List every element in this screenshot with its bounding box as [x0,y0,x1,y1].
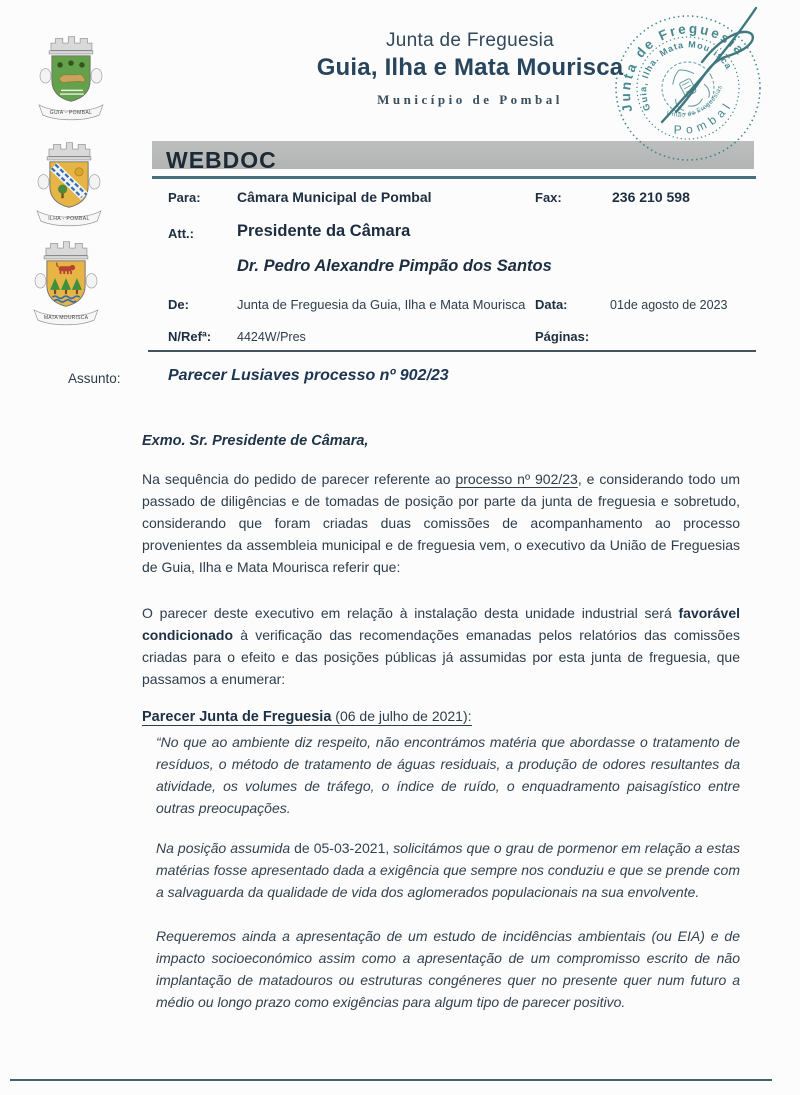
municipality-line: Município de Pombal [377,92,563,107]
att-value: Presidente da Câmara [237,222,411,240]
quote-2-date: de 05-03-2021, [294,840,390,856]
paragraph-1 [142,468,740,578]
ilha-coat-of-arms-icon [28,132,110,228]
assunto-label: Assunto: [68,371,121,386]
ref-value: 4424W/Pres [237,330,306,344]
data-label: Data: [535,297,568,312]
quote-paragraph-3: Requeremos ainda a apresentação de um estudo de incidências ambientais (ou EIA) e de impacto socioeconómico assim como a apresentação de um compromisso escrito de não implantação de matadouros ou estruturas congéneres quer no presente quer num futuro a médio ou longo prazo como exigências para algum tipo de parecer positivo. [156,928,740,1010]
quote-2-text: Na posição assumida [156,840,295,856]
footer-divider [10,1079,772,1081]
webdoc-divider [152,176,756,179]
crest-mata-mourisca [25,231,107,327]
assunto-value: Parecer Lusiaves processo nº 902/23 [168,367,449,384]
crest-guia [30,26,112,122]
quote-paragraph-2 [142,837,740,903]
fax-label: Fax: [535,190,562,205]
section-heading [142,705,740,728]
official-stamp [606,0,770,172]
paragraph-1-text-cont: , e considerando todo um passado de diligências e de tomadas de posição por parte da junta de freguesia e sobretudo, considerando que foram criadas duas comissões de acompanhamento ao processo provenientes da assembleia municipal e de freguesia vem, o executivo da União de Freguesias de Guia, Ilha e Mata Mourisca referir que: [142,471,740,575]
org-name-line2: Guia, Ilha e Mata Mourisca [316,54,624,81]
crest-ilha [28,132,110,228]
mata-mourisca-coat-of-arms-icon [25,231,107,327]
de-value: Junta de Freguesia da Guia, Ilha e Mata Mourisca [237,297,526,312]
paragraph-1-text: Na sequência do pedido de parecer referente ao [142,471,456,487]
de-label: De: [168,297,189,312]
crest-banner-label: GUIA - POMBAL [49,110,93,117]
process-number-underlined: processo nº 902/23 [455,471,578,487]
quote-paragraph-1: “No que ao ambiente diz respeito, não encontrámos matéria que abordasse o tratamento de resíduos, o método de tratamento de águas residuais, a produção de odores resultantes da atividade, os volumes de tráfego, o índice de ruído, o enquadramento paisagístico entre outras preocupações. [156,734,740,816]
stamp-arc-top-text: Junta de Freguesia [618,21,749,114]
webdoc-title: WEBDOC [166,147,277,169]
data-value: 01de agosto de 2023 [610,298,728,312]
heading-date: (06 de julho de 2021): [331,708,472,724]
org-name-line1: Junta de Freguesia [385,30,555,51]
stamp-bottom-text1: União de Freguesias [665,84,725,119]
fax-value: 236 210 598 [612,189,690,205]
paginas-label: Páginas: [535,329,590,344]
crest-banner-label: MATA MOURISCA [43,315,89,322]
salutation: Exmo. Sr. Presidente de Câmara, [142,433,369,449]
stamp-bottom-text2: Pombal [673,97,736,137]
guia-coat-of-arms-icon [30,26,112,122]
crest-banner-label: ILHA - POMBAL [48,216,90,223]
fields-divider [148,350,756,352]
paragraph-2-text: O parecer deste executivo em relação à instalação desta unidade industrial será [142,605,679,621]
quote-2-text-cont: solicitámos que o grau de pormenor em relação a estas matérias fosse apresentado dada a exigência que sempre nos conduziu e que se prende com a salvaguarda da qualidade de vida dos aglomerados populacionais na sua envolvente. [156,840,740,900]
favoravel-condicionado-bold: favorável condicionado [142,605,740,643]
round-stamp-icon [606,0,770,172]
para-label: Para: [168,190,201,205]
att-person-name: Dr. Pedro Alexandre Pimpão dos Santos [237,257,552,275]
ref-label: N/Refª: [168,329,212,344]
paragraph-2 [142,602,740,690]
stamp-arc-inner-text: Guia, Ilha. Mata Mourisca [638,39,735,113]
letter-body [142,430,740,1013]
att-label: Att.: [168,226,194,241]
paragraph-2-text-cont: à verificação das recomendações emanadas pelos relatórios das comissões criadas para o efeito e das posições públicas já assumidas por esta junta de freguesia, que passamos a enumerar: [142,627,740,687]
para-value: Câmara Municipal de Pombal [237,189,432,205]
heading-bold: Parecer Junta de Freguesia [142,709,332,725]
